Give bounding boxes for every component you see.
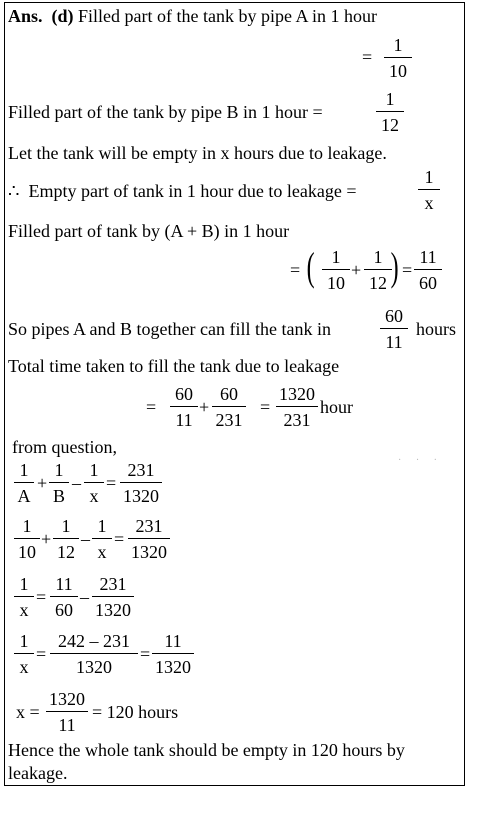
fraction-eq3-lhs: 1 x bbox=[14, 573, 34, 621]
conclusion-line-2: leakage. bbox=[8, 763, 68, 783]
conclusion-line-1: Hence the whole tank should be empty in 120 hours by bbox=[8, 740, 405, 760]
equals-sign: = bbox=[290, 260, 301, 280]
fraction-leak: 1 x bbox=[418, 166, 440, 214]
fraction-eq2-result: 231 1320 bbox=[128, 515, 170, 563]
plus-sign: + bbox=[41, 529, 52, 549]
plus-sign: + bbox=[199, 397, 210, 417]
fraction-eq1-a: 1 A bbox=[14, 459, 34, 507]
equals-sign: = bbox=[36, 644, 47, 664]
leak-statement: ∴ Empty part of tank in 1 hour due to leakage = bbox=[8, 181, 357, 201]
fraction-eq2-a: 1 10 bbox=[14, 515, 40, 563]
fraction-total-1: 60 11 bbox=[170, 383, 198, 431]
ab-statement: Filled part of tank by (A + B) in 1 hour bbox=[8, 221, 290, 241]
hours-label: hours bbox=[416, 319, 456, 339]
equals-sign: = bbox=[114, 529, 125, 549]
answer-line bbox=[8, 5, 377, 27]
fraction-eq3-a: 11 60 bbox=[50, 573, 78, 621]
pipe-b-statement: Filled part of the tank by pipe B in 1 hour = bbox=[8, 102, 323, 122]
fraction-ab-result: 11 60 bbox=[414, 246, 442, 294]
fraction-eq5: 1320 11 bbox=[46, 688, 88, 736]
minus-sign: – bbox=[81, 529, 90, 549]
equals-sign: = bbox=[260, 397, 271, 417]
fraction-eq1-b: 1 B bbox=[49, 459, 69, 507]
fraction-pipe-b: 1 12 bbox=[376, 88, 404, 136]
pipe-a-statement: Filled part of the tank by pipe A in 1 hour bbox=[78, 6, 377, 26]
fraction-eq2-b: 1 12 bbox=[53, 515, 79, 563]
leak-assumption: Let the tank will be empty in x hours due to leakage. bbox=[8, 143, 387, 163]
answer-label: Ans. bbox=[8, 6, 43, 26]
answer-option: (d) bbox=[51, 6, 74, 26]
fraction-eq1-c: 1 x bbox=[84, 459, 104, 507]
fraction-pipe-a: 1 10 bbox=[384, 34, 412, 82]
from-question: from question, bbox=[12, 437, 117, 457]
equals-sign: = bbox=[146, 397, 157, 417]
total-time-statement: Total time taken to fill the tank due to leakage bbox=[8, 356, 340, 376]
plus-sign: + bbox=[351, 260, 362, 280]
equals-sign: = bbox=[402, 260, 413, 280]
faint-dots: · · · bbox=[398, 455, 443, 466]
paren-close: ) bbox=[390, 244, 399, 289]
fraction-eq4-result: 11 1320 bbox=[152, 630, 194, 678]
fraction-eq4-a: 242 – 231 1320 bbox=[50, 630, 138, 678]
fraction-ab-1: 1 10 bbox=[322, 246, 350, 294]
paren-open: ( bbox=[306, 244, 315, 289]
fraction-total-2: 60 231 bbox=[212, 383, 246, 431]
fraction-total-result: 1320 231 bbox=[276, 383, 318, 431]
equals-sign: = bbox=[140, 644, 151, 664]
equals-sign: = bbox=[106, 473, 117, 493]
hour-label: hour bbox=[320, 397, 353, 417]
together-statement: So pipes A and B together can fill the tank in bbox=[8, 319, 331, 339]
equals-sign: = bbox=[36, 587, 47, 607]
fraction-eq3-b: 231 1320 bbox=[92, 573, 134, 621]
fraction-eq1-result: 231 1320 bbox=[120, 459, 162, 507]
minus-sign: – bbox=[72, 473, 81, 493]
fraction-ab-2: 1 12 bbox=[364, 246, 392, 294]
x-lhs: x = bbox=[16, 702, 40, 722]
minus-sign: – bbox=[80, 587, 89, 607]
plus-sign: + bbox=[37, 473, 48, 493]
fraction-eq2-c: 1 x bbox=[92, 515, 112, 563]
equals-sign: = bbox=[362, 47, 373, 67]
fraction-eq4-lhs: 1 x bbox=[14, 630, 34, 678]
final-result: = 120 hours bbox=[92, 702, 179, 722]
fraction-together: 60 11 bbox=[380, 305, 408, 353]
